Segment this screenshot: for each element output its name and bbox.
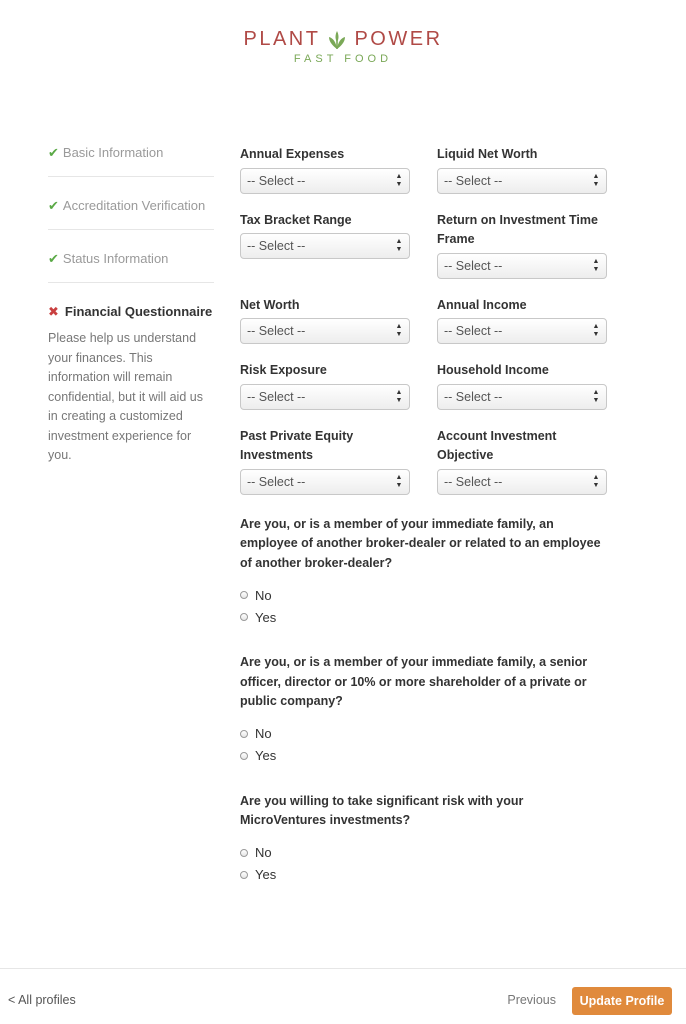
field-label: Net Worth [240, 297, 300, 312]
field-risk-exposure [240, 356, 410, 410]
step-label: Accreditation Verification [62, 198, 206, 213]
step-status-information[interactable] [48, 246, 214, 283]
question-significant-risk [240, 792, 610, 883]
field-label: Risk Exposure [240, 363, 327, 377]
select-arrows-icon: ▲ ▼ [592, 473, 600, 489]
step-financial-questionnaire[interactable] [48, 299, 214, 480]
brand-logo [0, 28, 686, 65]
select-arrows-icon: ▲ ▼ [395, 473, 403, 489]
step-description: Please help us understand your finances. This information will remain confidential, but it will aid us in creating a customized investment experience for you. [48, 331, 203, 462]
previous-link[interactable]: Previous [507, 993, 556, 1007]
field-household-income [437, 356, 607, 410]
select-arrows-icon: ▲ ▼ [592, 388, 600, 404]
field-label: Household Income [437, 363, 549, 377]
step-label: Status Information [62, 251, 169, 266]
field-tax-bracket-range [240, 206, 410, 279]
radio-option-no[interactable]: No [240, 587, 610, 603]
select-arrows-icon: ▲ ▼ [592, 257, 600, 273]
checkmark-icon: ✔ [48, 198, 59, 213]
annual-income-select[interactable]: -- Select -- ▲ ▼ [437, 318, 607, 344]
liquid-net-worth-select[interactable]: -- Select -- ▲ ▼ [437, 168, 607, 194]
field-net-worth [240, 291, 410, 345]
select-arrows-icon: ▲ ▼ [592, 172, 600, 188]
question-senior-officer [240, 653, 610, 764]
radio-option-yes[interactable]: Yes [240, 748, 610, 764]
field-liquid-net-worth [437, 140, 607, 194]
question-broker-dealer [240, 515, 610, 626]
field-annual-expenses [240, 140, 410, 194]
field-annual-income [437, 291, 607, 345]
tax-bracket-range-select[interactable]: -- Select -- ▲ ▼ [240, 233, 410, 259]
step-basic-information[interactable] [48, 140, 214, 177]
step-accreditation-verification[interactable] [48, 193, 214, 230]
question-text: Are you, or is a member of your immediate family, an employee of another broker-dealer or related to an employee of another broker-dealer? [240, 516, 601, 570]
annual-expenses-select[interactable]: -- Select -- ▲ ▼ [240, 168, 410, 194]
select-arrows-icon: ▲ ▼ [395, 238, 403, 253]
radio-button[interactable] [240, 752, 248, 760]
field-past-private-equity [240, 422, 410, 495]
financial-questionnaire-form [240, 140, 610, 883]
field-label: Return on Investment Time Frame [437, 212, 598, 246]
logo-word-right: POWER [354, 28, 443, 50]
radio-button[interactable] [240, 730, 248, 738]
logo-word-left: PLANT [243, 28, 321, 50]
question-text: Are you willing to take significant risk with your MicroVentures investments? [240, 793, 524, 827]
field-label: Tax Bracket Range [240, 212, 352, 227]
field-roi-time-frame [437, 206, 607, 279]
select-arrows-icon: ▲ ▼ [592, 323, 600, 338]
question-text: Are you, or is a member of your immediate family, a senior officer, director or 10% or more shareholder of a private or public company? [240, 655, 588, 708]
step-label: Basic Information [62, 145, 164, 160]
field-label: Past Private Equity Investments [240, 428, 354, 462]
select-arrows-icon: ▲ ▼ [395, 172, 403, 188]
radio-option-yes[interactable]: Yes [240, 867, 610, 883]
radio-button[interactable] [240, 613, 248, 621]
radio-button[interactable] [240, 591, 248, 599]
roi-time-frame-select[interactable]: -- Select -- ▲ ▼ [437, 253, 607, 279]
checkmark-icon: ✔ [48, 145, 59, 160]
household-income-select[interactable]: -- Select -- ▲ ▼ [437, 384, 607, 410]
account-investment-objective-select[interactable]: -- Select -- ▲ ▼ [437, 469, 607, 495]
past-private-equity-select[interactable]: -- Select -- ▲ ▼ [240, 469, 410, 495]
cross-icon: ✖ [48, 304, 59, 319]
footer-bar [0, 968, 686, 1024]
field-label: Account Investment Objective [437, 428, 557, 462]
radio-option-yes[interactable]: Yes [240, 609, 610, 625]
select-arrows-icon: ▲ ▼ [395, 388, 403, 404]
field-label: Annual Expenses [240, 147, 345, 161]
logo-subtitle: FAST FOOD [293, 53, 393, 65]
radio-button[interactable] [240, 871, 248, 879]
risk-exposure-select[interactable]: -- Select -- ▲ ▼ [240, 384, 410, 410]
checkmark-icon: ✔ [48, 251, 59, 266]
field-label: Annual Income [437, 297, 527, 312]
field-label: Liquid Net Worth [437, 147, 538, 161]
net-worth-select[interactable]: -- Select -- ▲ ▼ [240, 318, 410, 344]
profile-steps-sidebar [48, 140, 214, 496]
radio-button[interactable] [240, 849, 248, 857]
select-arrows-icon: ▲ ▼ [395, 323, 403, 338]
select-grid [240, 140, 610, 507]
all-profiles-link[interactable]: < All profiles [8, 993, 76, 1007]
leaf-icon [326, 29, 348, 51]
radio-option-no[interactable]: No [240, 726, 610, 742]
step-label: Financial Questionnaire [64, 304, 213, 319]
radio-option-no[interactable]: No [240, 845, 610, 861]
field-account-investment-objective [437, 422, 607, 495]
update-profile-button[interactable]: Update Profile [572, 987, 672, 1015]
